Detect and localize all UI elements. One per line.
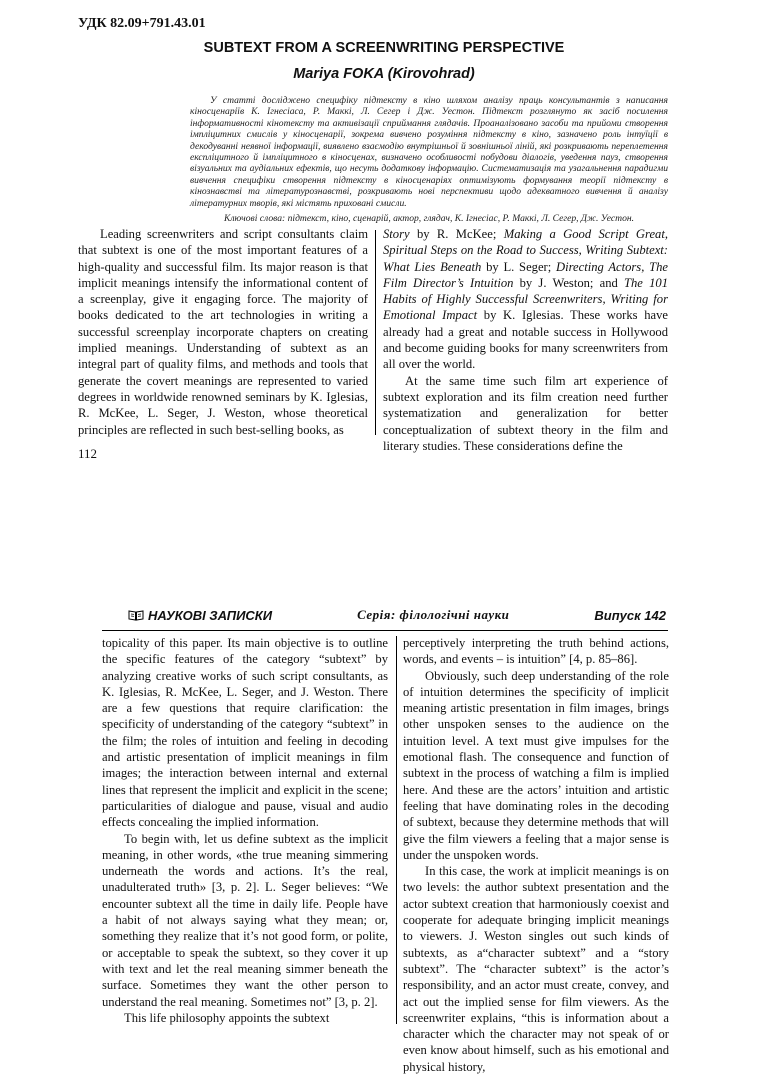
article-title: SUBTEXT FROM A SCREENWRITING PERSPECTIVE <box>0 40 768 56</box>
text-run: by L. Seger; <box>481 260 556 274</box>
paragraph: Leading screenwriters and script consultants claim that subtext is one of the most important features of a high-quality and successful film. Its major reason is that implicit meanings intensify the informational content of a screenplay, give it engaging force. The majority of books dedicated to the art technologies in writing a successful screenplay incorporate chapters on creating implied meanings. Understanding of subtext as an integral part of quality films, and methods and tools that generate the covert meanings are represented to varied degrees in worldwide renowned seminars by K. Iglesias, R. McKee, L. Seger, J. Weston, whose theoretical principles are reflected in such best-selling books, as <box>78 226 368 438</box>
page2-right-column <box>403 635 669 1075</box>
paragraph: In this case, the work at implicit meanings is on two levels: the author subtext presentation and the actor subtext creation that harmoniously coexist and cooperate for adequate bringing implicit meanings to viewers. J. Weston singles out such kinds of subtexts, as a“character subtext” and a “story subtext”. The “character subtext” is the actor’s responsibility, and an actor must create, convey, and act out the implied sense for film viewers. As the screenwriter explains, “this is information about a character which the character may not speak of or even know about himself, such as his emotional and physical history, <box>403 863 669 1075</box>
paragraph: Obviously, such deep understanding of the role of intuition determines the specificity of implicit meaning artistic presentation in film images, brings other unspoken senses to the audience on the intuition level. A text must give impulses for the emotional flash. The consequence and function of subtext in the process of watching a film is implied here. And these are the actors’ intuition and artistic feeling that have dominating roles in the decoding of subtext, because they determine methods that will give the film viewers a feeling that a major sense is under the unspoken words. <box>403 668 669 864</box>
book-title: The 101 Habits of Highly Successful Screenwriters, Writing for Emotional Impact <box>383 276 668 323</box>
column-divider <box>375 230 376 435</box>
running-head <box>128 607 666 623</box>
page2-left-column <box>102 635 388 1026</box>
page1-left-column <box>78 226 368 438</box>
paragraph: perceptively interpreting the truth behind actions, words, and events – is intuition” [4, p. 85–86]. <box>403 635 669 668</box>
book-icon <box>128 609 144 621</box>
header-rule <box>102 630 668 631</box>
book-title: Directing Actors, The Film Director’s Intuition <box>383 260 668 290</box>
text-run: by K. Iglesias. These works have already had a great and notable success in Hollywood and become guiding books for many screenwriters from all over the world. <box>383 308 668 371</box>
page-number: 112 <box>78 446 97 462</box>
paragraph: This life philosophy appoints the subtext <box>102 1010 388 1026</box>
text-run: by J. Weston; and <box>513 276 624 290</box>
page1-right-column <box>383 226 668 454</box>
abstract: У статті досліджено специфіку підтексту в кіно шляхом аналізу праць консультантів з написання кіносценаріїв К. Ігнесіаса, Р. Маккі, Л. Сегер і Дж. Уестон. Підтекст розглянуто як засіб посилення інформативності кінотексту та активізації сприймання глядачів. Проаналізовано засоби та прийоми створення імпліцитних смислів у кіносценарії, зокрема вивчено розуміння підтексту в кіно, зазначено роль інтуїції в декодуванні неявної інформації, виявлено взаємодію внутрішньої й зовнішньої ліній, які розкривають переплетення експліцитного й імпліцитного в кіносценах, визначено особливості побудови діалогів, уведення пауз, створення візуальних та аудіальних ефектів, що несуть додаткову інформацію. Систематизація та узагальнення парадигми вивчення специфіки створення підтексту в кіносценаріях оптимізують формування теорії підтексту в кінознавстві та літературознавстві, розкривають нові перспективи щодо адекватного вивчення й аналізу літературних творів, які містять приховані смисли. <box>190 95 668 209</box>
paragraph <box>383 226 668 373</box>
text-run: by R. McKee; <box>410 227 504 241</box>
column-divider <box>396 636 397 1024</box>
book-title: Making a Good Script Great, Spiritual Steps on the Road to Success, Writing Subtext: What Lies Beneath <box>383 227 668 274</box>
book-title: Story <box>383 227 410 241</box>
series-title: Серія: філологічні науки <box>357 607 509 623</box>
paragraph: To begin with, let us define subtext as the implicit meaning, in other words, «the true meaning simmering underneath the words and actions. It’s the real, unadulterated truth» [3, p. 2]. L. Seger believes: “We encounter subtext all the time in daily life. People have a habit of not always saying what they mean; or, something they realize that it’s not good form, or polite, or acceptable to speak the subtext, so they cover it up with text and let the real meaning simmer beneath the surface. Sometimes they want the other person to understand the real meaning. Sometimes not” [3, p. 2]. <box>102 831 388 1010</box>
article-author: Mariya FOKA (Kirovohrad) <box>0 66 768 82</box>
journal-title: НАУКОВІ ЗАПИСКИ <box>148 608 272 623</box>
paragraph: topicality of this paper. Its main objective is to outline the specific features of the category “subtext” by analyzing creative works of such script consultants, as K. Iglesias, R. McKee, L. Seger, and J. Weston. There are a few questions that require clarification: the specificity of understanding of the category “subtext” in the film; the roles of intuition and feeling in decoding and artistic presentation of implicit meanings in film images; the interaction between internal and external lines that represent the implicit and explicit in the scene; particularities of dialogue and pause, visual and audio effects concealing the implied information. <box>102 635 388 831</box>
udc-code: УДК 82.09+791.43.01 <box>78 16 206 32</box>
keywords: Ключові слова: підтекст, кіно, сценарій, актор, глядач, К. Ігнесіас, Р. Маккі, Л. Сегер, Дж. Уестон. <box>190 213 668 224</box>
paragraph: At the same time such film art experience of subtext exploration and its film creation need further systematization and generalization for better conceptualization of subtext theory in the film and literary studies. These considerations define the <box>383 373 668 454</box>
issue-number: Випуск 142 <box>594 608 666 623</box>
journal-title-group <box>128 608 272 623</box>
